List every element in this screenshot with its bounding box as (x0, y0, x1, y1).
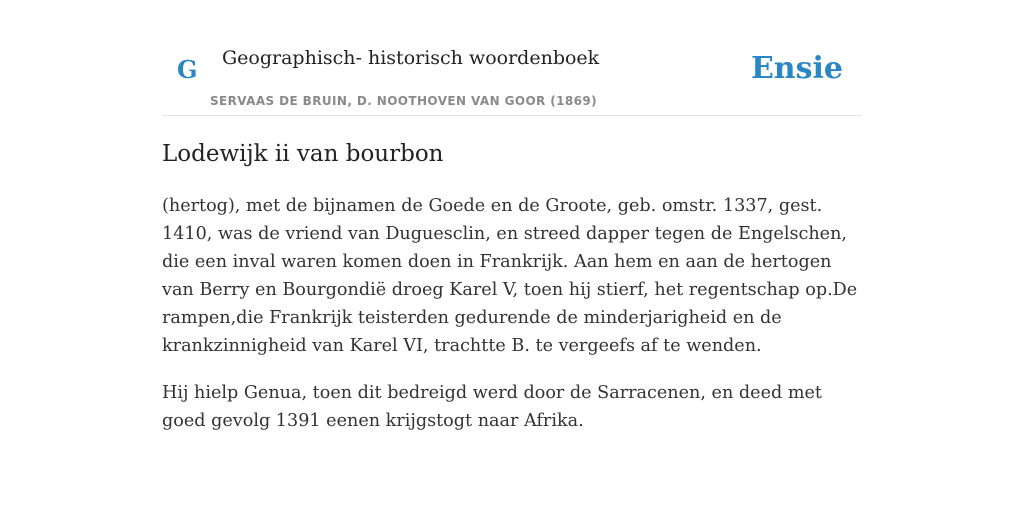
book-initial: G (177, 55, 198, 84)
entry-title: Lodewijk ii van bourbon (162, 141, 444, 167)
ensie-logo[interactable]: Ensie (750, 51, 843, 86)
page-container (162, 0, 862, 431)
book-title-link[interactable]: Geographisch- historisch woordenboek (222, 47, 600, 69)
book-header (162, 0, 862, 116)
entry-paragraph: (hertog), met de bijnamen de Goede en de Groote, geb. omstr. 1337, gest. 1410, was de vriend van Duguesclin, en streed dapper tegen de Engelschen, die een inval waren komen doen in Frankrijk. Aan hem en aan de hertogen van Berry en Bourgondië droeg Karel V, toen hij stierf, het regentschap op.De rampen,die Frankrijk teisterden gedurende de minderjarigheid en de krankzinnigheid van Karel VI, trachtte B. te vergeefs af te wenden. (162, 196, 858, 356)
book-author: SERVAAS DE BRUIN, D. NOOTHOVEN VAN GOOR (1869) (210, 94, 598, 108)
entry-paragraph: Hij hielp Genua, toen dit bedreigd werd door de Sarracenen, en deed met goed gevolg 1391 eenen krijgstogt naar Afrika. (162, 383, 822, 431)
